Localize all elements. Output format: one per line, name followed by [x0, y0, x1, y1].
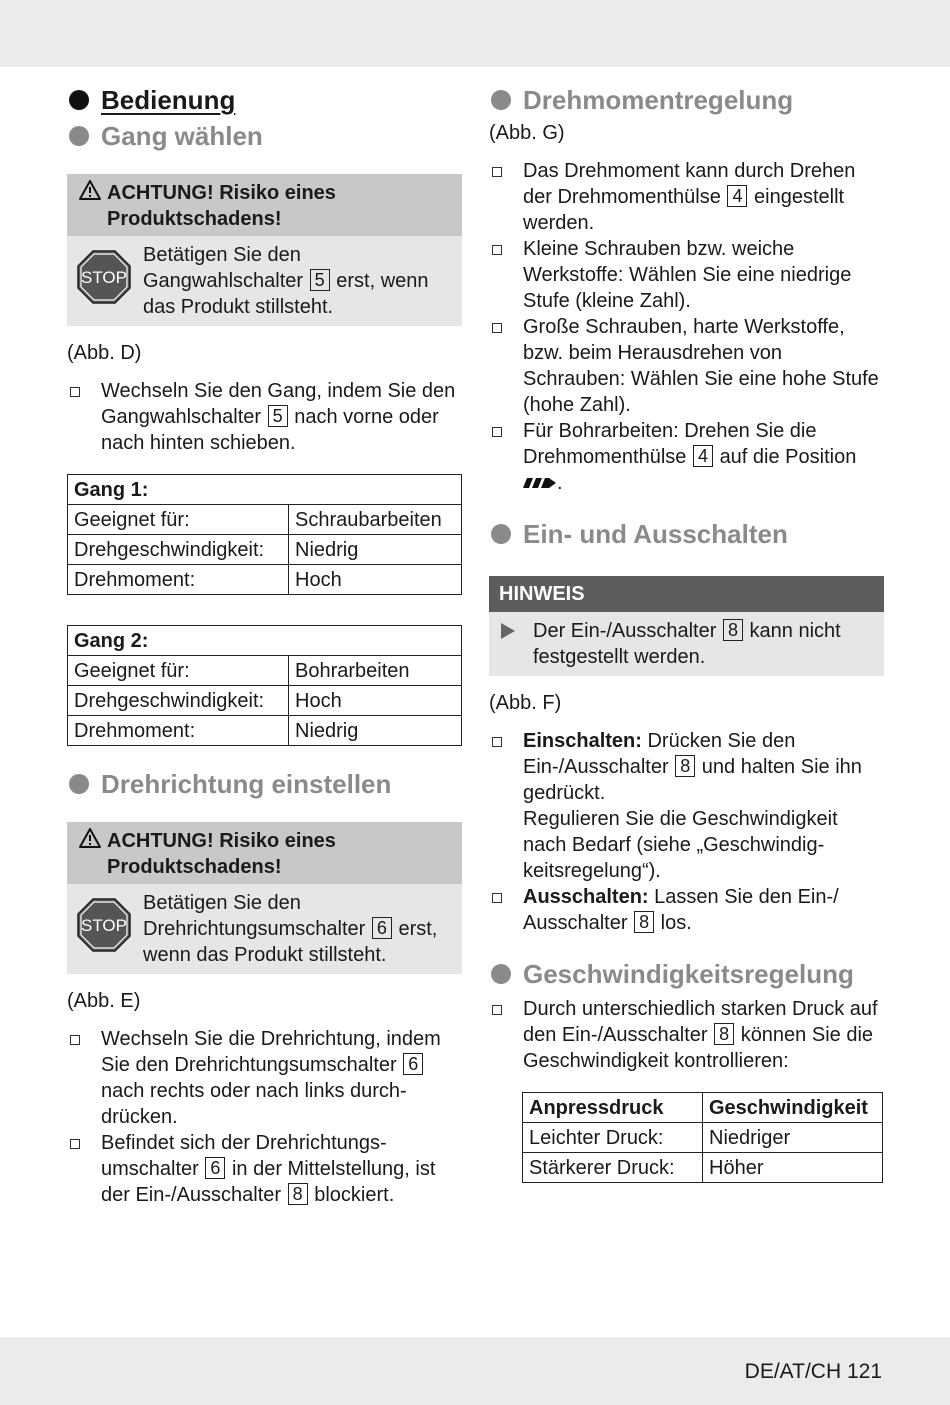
- section-heading-drehrichtung: Drehrichtung einstellen: [67, 766, 462, 802]
- checkbox-bullet-icon: [70, 1035, 80, 1045]
- table-row: Leichter Druck: Niedriger: [523, 1123, 883, 1153]
- switch-list: [489, 728, 884, 936]
- speed-table: [522, 1092, 883, 1183]
- figure-ref-e: (Abb. E): [67, 990, 141, 1012]
- list-item: Befindet sich der Drehrichtungs-umschalter 6 in der Mittelstellung, ist der Ein-/Ausschalter 8 blockiert.: [67, 1130, 462, 1208]
- checkbox-bullet-icon: [492, 427, 502, 437]
- speed-list: [489, 996, 884, 1074]
- figure-ref-d: (Abb. D): [67, 342, 142, 364]
- warning-triangle-icon: [79, 828, 107, 880]
- bullet-icon: [491, 964, 511, 984]
- svg-text:STOP: STOP: [81, 268, 127, 287]
- checkbox-bullet-icon: [70, 387, 80, 397]
- list-item: Für Bohrarbeiten: Drehen Sie die Drehmomenthülse 4 auf die Position .: [489, 418, 884, 496]
- table-row: Drehgeschwindigkeit: Niedrig: [68, 535, 462, 565]
- bullet-icon: [491, 90, 511, 110]
- table-row: Geeignet für: Bohrarbeiten: [68, 656, 462, 686]
- warning-text: Betätigen Sie den Drehrichtungsumschalter 6 erst, wenn das Produkt stillsteht.: [143, 892, 438, 966]
- section-heading-drehmoment: Drehmomentregelung: [489, 82, 884, 118]
- notice-box: [489, 576, 884, 676]
- table-row: Geeignet für: Schraubarbeiten: [68, 505, 462, 535]
- table-row: Stärkerer Druck: Höher: [523, 1153, 883, 1183]
- right-column: [489, 80, 884, 1183]
- section-heading-schalten: Ein- und Ausschalten: [489, 516, 884, 552]
- checkbox-bullet-icon: [492, 167, 502, 177]
- warning-box-drehrichtung: [67, 822, 462, 974]
- table-title: Gang 1:: [68, 475, 462, 505]
- stop-sign-icon: [77, 898, 131, 952]
- checkbox-bullet-icon: [492, 323, 502, 333]
- arrow-right-icon: [501, 623, 515, 639]
- part-number: 6: [205, 1157, 225, 1179]
- notice-title: HINWEIS: [489, 576, 884, 612]
- drill-mode-icon: [523, 476, 557, 490]
- list-item: Wechseln Sie den Gang, indem Sie den Gangwahlschalter 5 nach vorne oder nach hinten schieben.: [67, 378, 462, 456]
- bullet-icon: [69, 90, 89, 110]
- torque-list: [489, 158, 884, 496]
- notice-text: Der Ein-/Ausschalter 8 kann nicht festgestellt werden.: [533, 620, 841, 668]
- warning-box-gang: [67, 174, 462, 326]
- list-item: Einschalten: Drücken Sie den Ein-/Ausschalter 8 und halten Sie ihn gedrückt. Regulieren Sie die Geschwindigkeit nach Bedarf (siehe „Geschwindig-keitsregelung“).: [489, 728, 884, 884]
- page-footer: DE/AT/CH 121: [744, 1360, 882, 1383]
- checkbox-bullet-icon: [492, 245, 502, 255]
- table-row: Drehmoment: Niedrig: [68, 716, 462, 746]
- svg-text:STOP: STOP: [81, 916, 127, 935]
- gang2-table: [67, 625, 462, 746]
- section-heading-geschwindigkeit: Geschwindigkeitsregelung: [489, 956, 884, 992]
- list-item: Das Drehmoment kann durch Drehen der Drehmomenthülse 4 eingestellt werden.: [489, 158, 884, 236]
- bullet-icon: [69, 774, 89, 794]
- warning-triangle-icon: [79, 180, 107, 232]
- list-item: Wechseln Sie die Drehrichtung, indem Sie den Drehrichtungsumschalter 6 nach rechts oder nach links durch-drücken.: [67, 1026, 462, 1130]
- table-row: Drehgeschwindigkeit: Hoch: [68, 686, 462, 716]
- gang-list: [67, 378, 462, 456]
- warning-text: Betätigen Sie den Gangwahlschalter 5 erst, wenn das Produkt stillsteht.: [143, 244, 429, 318]
- gang1-table: [67, 474, 462, 595]
- list-item: Ausschalten: Lassen Sie den Ein-/ Ausschalter 8 los.: [489, 884, 884, 936]
- drehrichtung-list: [67, 1026, 462, 1208]
- section-heading-bedienung: Bedienung: [67, 82, 462, 118]
- left-column: [67, 80, 462, 1208]
- part-number: 6: [403, 1053, 423, 1075]
- warning-title: ACHTUNG! Risiko eines Produktschadens!: [67, 174, 462, 236]
- figure-ref-g: (Abb. G): [489, 122, 565, 144]
- part-number: 8: [288, 1183, 308, 1205]
- part-number: 8: [714, 1023, 734, 1045]
- checkbox-bullet-icon: [492, 893, 502, 903]
- part-number: 8: [675, 755, 695, 777]
- table-row: Drehmoment: Hoch: [68, 565, 462, 595]
- part-number: 8: [634, 911, 654, 933]
- checkbox-bullet-icon: [492, 1005, 502, 1015]
- top-band: [0, 0, 950, 67]
- part-number: 4: [727, 185, 747, 207]
- part-number: 8: [723, 619, 743, 641]
- list-item: Große Schrauben, harte Werkstoffe, bzw. beim Herausdrehen von Schrauben: Wählen Sie eine hohe Stufe (hohe Zahl).: [489, 314, 884, 418]
- bullet-icon: [491, 524, 511, 544]
- bullet-icon: [69, 126, 89, 146]
- table-title: Gang 2:: [68, 626, 462, 656]
- section-heading-gang: Gang wählen: [67, 118, 462, 154]
- part-number: 5: [310, 269, 330, 291]
- list-item: Durch unterschiedlich starken Druck auf den Ein-/Ausschalter 8 können Sie die Geschwindigkeit kontrollieren:: [489, 996, 884, 1074]
- checkbox-bullet-icon: [70, 1139, 80, 1149]
- warning-title: ACHTUNG! Risiko eines Produktschadens!: [67, 822, 462, 884]
- table-header-row: Anpressdruck Geschwindigkeit: [523, 1093, 883, 1123]
- stop-sign-icon: [77, 250, 131, 304]
- part-number: 4: [693, 445, 713, 467]
- figure-ref-f: (Abb. F): [489, 692, 562, 714]
- part-number: 6: [372, 917, 392, 939]
- list-item: Kleine Schrauben bzw. weiche Werkstoffe: Wählen Sie eine niedrige Stufe (kleine Zahl).: [489, 236, 884, 314]
- checkbox-bullet-icon: [492, 737, 502, 747]
- part-number: 5: [268, 405, 288, 427]
